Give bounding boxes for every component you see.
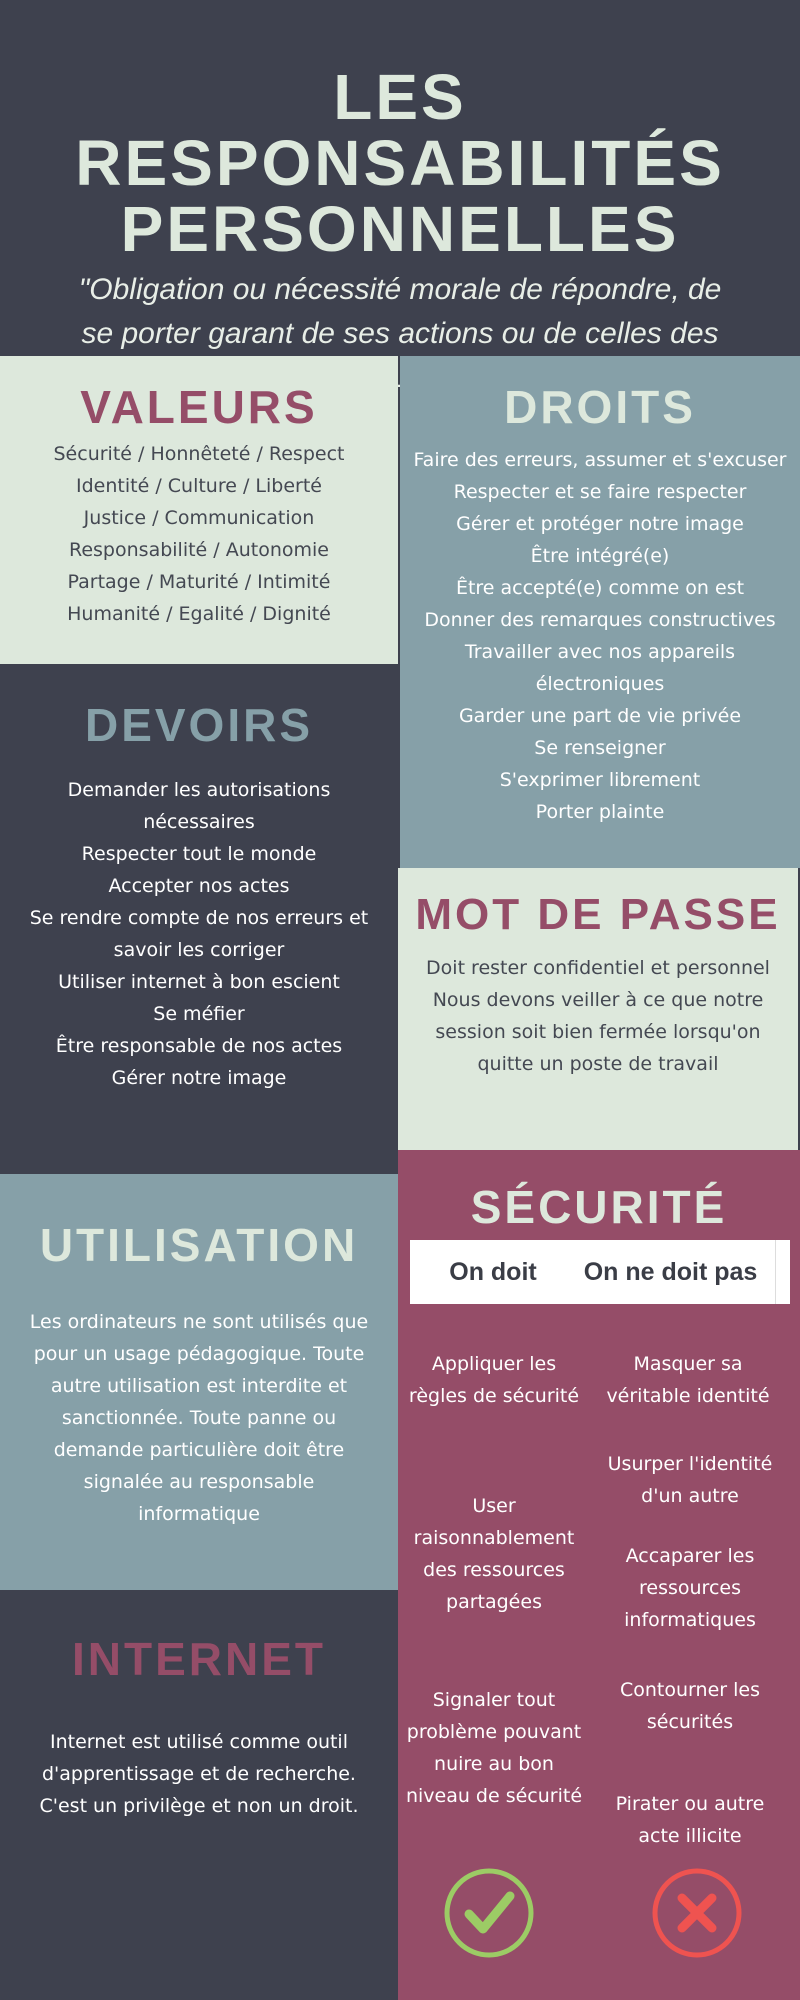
securite-panel [398,1150,800,2000]
list-item: Partage / Maturité / Intimité [67,571,331,593]
list-item: Demander les autorisations nécessaires [67,779,331,833]
internet-text: Internet est utilisé comme outil d'apprentissage et de recherche. C'est un privilège et non un droit. [39,1731,359,1817]
list-item: Se méfier [153,1003,245,1025]
valeurs-panel [0,356,398,664]
column-header-on-ne-doit-pas: On ne doit pas [566,1240,776,1304]
list-item: Utiliser internet à bon escient [58,971,340,993]
securite-dont-item: Pirater ou autre acte illicite [615,1793,765,1847]
securite-do-item: Appliquer les règles de sécurité [408,1353,580,1407]
securite-do-item: User raisonnablement des ressources partagées [413,1495,575,1613]
list-item: Doit rester confidentiel et personnel [426,957,770,979]
list-item: Responsabilité / Autonomie [69,539,329,561]
list-item: Porter plainte [535,801,665,823]
valeurs-list [0,438,398,630]
list-item: Sécurité / Honnêteté / Respect [53,443,345,465]
list-item: Identité / Culture / Liberté [76,475,322,497]
list-item: Accepter nos actes [108,875,290,897]
securite-table-header [410,1240,790,1304]
list-item: Être intégré(e) [530,545,670,567]
securite-dont-item: Contourner les sécurités [620,1679,760,1733]
column-header-on-doit: On doit [449,1257,537,1286]
title-line-2: PERSONNELLES [120,193,680,265]
droits-title: DROITS [504,381,696,433]
list-item: S'exprimer librement [499,769,701,791]
securite-title: SÉCURITÉ [470,1181,728,1233]
cross-icon [652,1868,742,1958]
list-item: Respecter tout le monde [81,843,317,865]
securite-dont-item: Accaparer les ressources informatiques [624,1545,756,1631]
internet-panel [0,1590,398,2000]
droits-panel [400,356,800,868]
droits-list [400,444,800,828]
mot-de-passe-panel [398,868,798,1150]
check-icon [444,1868,534,1958]
list-item: Travailler avec nos appareils électroniques [464,641,736,695]
list-item: Se rendre compte de nos erreurs et savoir les corriger [29,907,369,961]
utilisation-text: Les ordinateurs ne sont utilisés que pour un usage pédagogique. Toute autre utilisation est interdite et sanctionnée. Toute panne ou demande particulière doit être signalée au responsable informatique [29,1311,369,1525]
list-item: Se renseigner [534,737,666,759]
list-item: Nous devons veiller à ce que notre session soit bien fermée lorsqu'on quitte un poste de travail [432,989,764,1075]
list-item: Être accepté(e) comme on est [455,577,745,599]
header [0,0,800,356]
list-item: Faire des erreurs, assumer et s'excuser [413,449,787,471]
utilisation-title: UTILISATION [39,1219,359,1271]
list-item: Humanité / Egalité / Dignité [67,603,331,625]
list-item: Être responsable de nos actes [55,1035,343,1057]
list-item: Justice / Communication [83,507,315,529]
list-item: Garder une part de vie privée [458,705,742,727]
list-item: Donner des remarques constructives [424,609,776,631]
securite-do-item: Signaler tout problème pouvant nuire au bon niveau de sécurité [405,1689,583,1807]
mot-de-passe-title: MOT DE PASSE [415,890,781,939]
list-item: Respecter et se faire respecter [453,481,747,503]
valeurs-title: VALEURS [80,381,318,433]
devoirs-panel [0,664,398,1174]
devoirs-title: DEVOIRS [84,699,314,751]
devoirs-list [0,774,398,1094]
mot-de-passe-list [398,952,798,1080]
internet-title: INTERNET [72,1633,326,1685]
utilisation-panel [0,1174,398,1590]
page-title [0,61,800,265]
list-item: Gérer et protéger notre image [456,513,744,535]
list-item: Gérer notre image [111,1067,287,1089]
title-line-1: LES RESPONSABILITÉS [75,61,725,199]
securite-dont-item: Masquer sa véritable identité [606,1353,770,1407]
securite-dont-item: Usurper l'identité d'un autre [607,1453,773,1507]
definition-quote: "Obligation ou nécessité morale de répondre, de se porter garant de ses actions ou de celles des [78,273,722,350]
